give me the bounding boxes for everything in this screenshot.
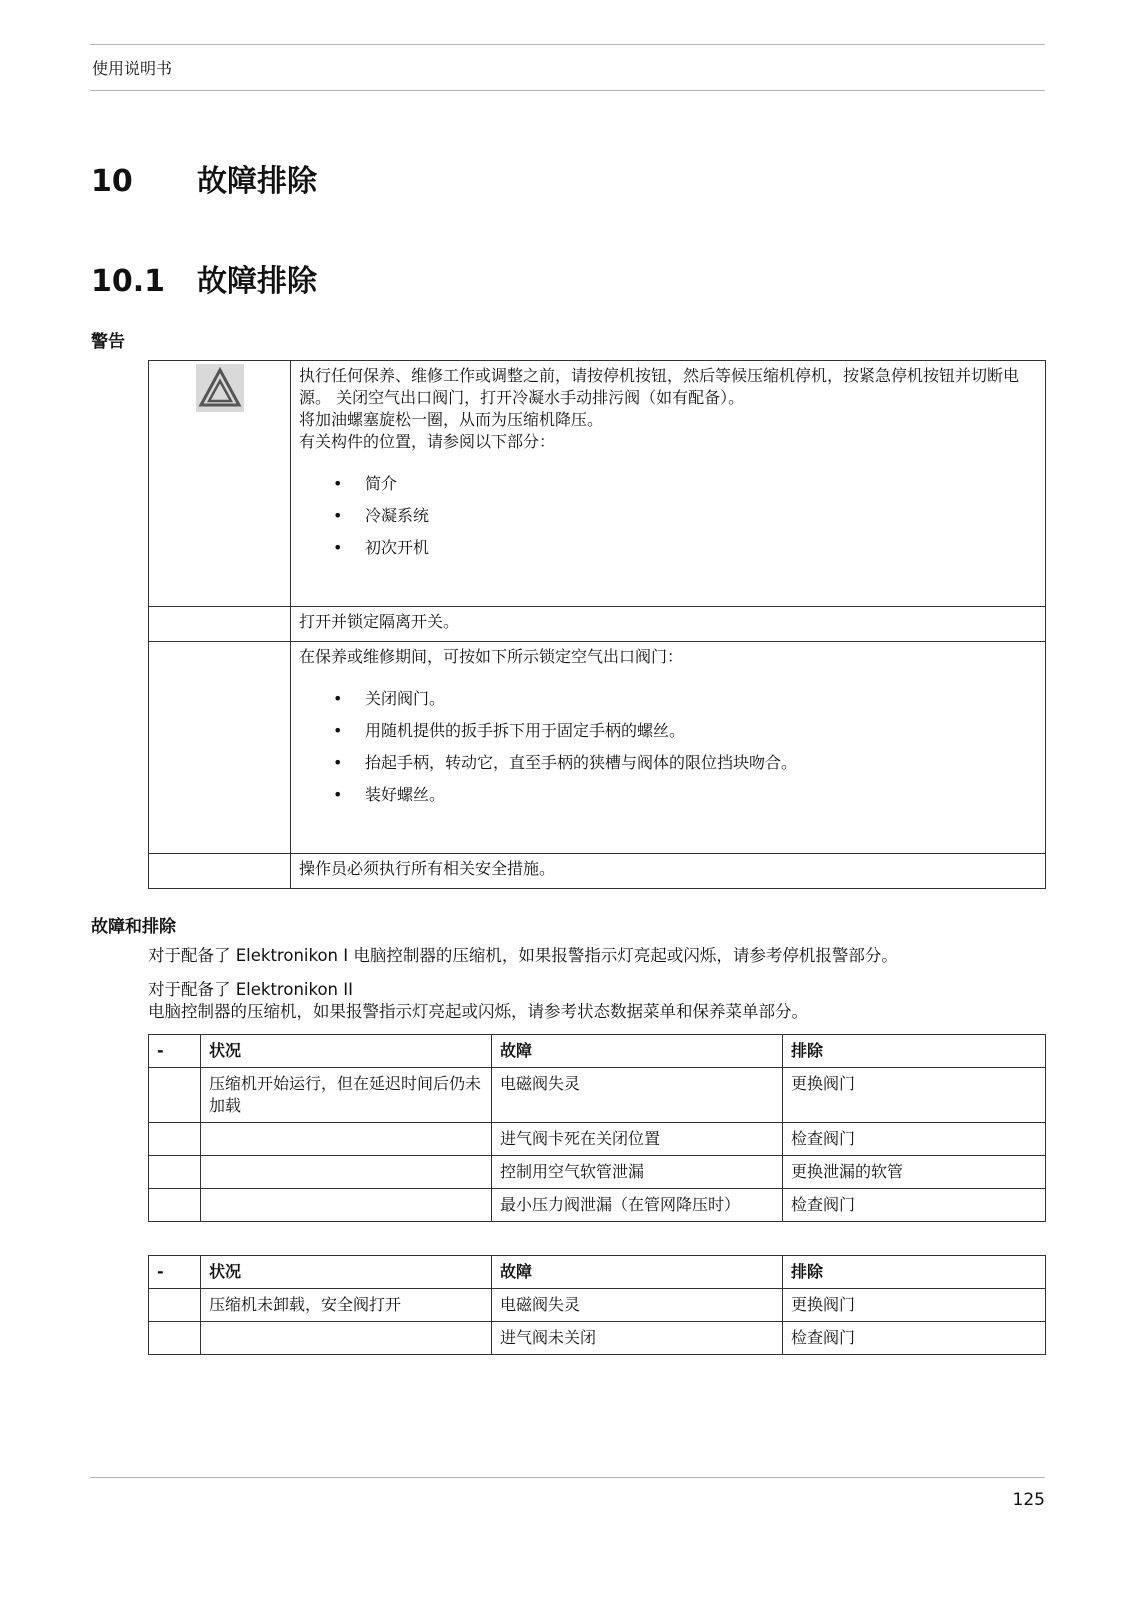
table-cell: 进气阀未关闭 [492, 1322, 783, 1355]
header-rule-bottom [90, 90, 1045, 91]
footer-rule [90, 1477, 1045, 1478]
header-condition: 状况 [201, 1256, 492, 1289]
list-item: • 初次开机 [299, 537, 1037, 569]
warning-label: 警告 [91, 332, 125, 352]
warning-text-1 [291, 361, 1046, 607]
table-cell [149, 1068, 201, 1123]
table-cell: 控制用空气软管泄漏 [492, 1156, 783, 1189]
table-row [149, 1123, 1046, 1156]
table-row [149, 1189, 1046, 1222]
faults-para-2 [148, 979, 808, 1023]
list-item: • 关闭阀门。 [299, 688, 1037, 720]
table-cell: 检查阀门 [783, 1322, 1046, 1355]
section-number: 10.1 [91, 264, 166, 299]
table-header-row [149, 1035, 1046, 1068]
header-dash: - [149, 1035, 201, 1068]
warning-icon-cell [149, 361, 291, 607]
faults-para-1: 对于配备了 Elektronikon I 电脑控制器的压缩机，如果报警指示灯亮起或闪烁，请参考停机报警部分。 [148, 946, 898, 965]
section-title: 故障排除 [197, 264, 317, 299]
list-item: • 装好螺丝。 [299, 784, 1037, 816]
table-cell [149, 1289, 201, 1322]
table-cell [149, 1322, 201, 1355]
chapter-title: 故障排除 [197, 164, 317, 199]
page-number: 125 [1012, 1490, 1045, 1510]
empty-cell [149, 854, 291, 889]
table-cell [149, 1189, 201, 1222]
lock-steps-list [299, 688, 1037, 816]
header-remedy: 排除 [783, 1035, 1046, 1068]
warning-text-4: 操作员必须执行所有相关安全措施。 [291, 854, 1046, 889]
table-cell [201, 1189, 492, 1222]
header-remedy: 排除 [783, 1256, 1046, 1289]
list-item: • 抬起手柄，转动它，直至手柄的狭槽与阀体的限位挡块吻合。 [299, 752, 1037, 784]
troubleshooting-table-2 [148, 1255, 1046, 1355]
faults-para-2-line-2: 电脑控制器的压缩机，如果报警指示灯亮起或闪烁，请参考状态数据菜单和保养菜单部分。 [148, 1002, 808, 1021]
header-condition: 状况 [201, 1035, 492, 1068]
list-item: • 简介 [299, 473, 1037, 505]
chapter-heading [91, 156, 317, 200]
table-cell [149, 1156, 201, 1189]
table-row [149, 1322, 1046, 1355]
header-fault: 故障 [492, 1256, 783, 1289]
table-cell: 更换阀门 [783, 1068, 1046, 1123]
section-heading [91, 256, 317, 300]
table-row [149, 1068, 1046, 1123]
header-rule-top [90, 44, 1045, 45]
table-cell [201, 1322, 492, 1355]
warning-text-2: 打开并锁定隔离开关。 [291, 607, 1046, 642]
component-list [299, 473, 1037, 569]
faults-label: 故障和排除 [91, 917, 176, 937]
warning-line-3: 有关构件的位置，请参阅以下部分： [299, 432, 556, 451]
chapter-number: 10 [91, 164, 133, 199]
empty-cell [149, 642, 291, 854]
lock-intro: 在保养或维修期间，可按如下所示锁定空气出口阀门： [299, 647, 684, 666]
table-cell: 压缩机未卸载，安全阀打开 [201, 1289, 492, 1322]
table-cell: 电磁阀失灵 [492, 1068, 783, 1123]
faults-para-2-line-1: 对于配备了 Elektronikon II [148, 980, 353, 999]
table-cell [201, 1156, 492, 1189]
table-header-row [149, 1256, 1046, 1289]
table-cell: 进气阀卡死在关闭位置 [492, 1123, 783, 1156]
empty-cell [149, 607, 291, 642]
table-cell: 电磁阀失灵 [492, 1289, 783, 1322]
warning-table [148, 360, 1046, 889]
table-cell: 最小压力阀泄漏（在管网降压时） [492, 1189, 783, 1222]
table-cell [149, 1123, 201, 1156]
table-cell: 检查阀门 [783, 1189, 1046, 1222]
running-header: 使用说明书 [92, 59, 173, 78]
table-cell: 压缩机开始运行，但在延迟时间后仍未加载 [201, 1068, 492, 1123]
warning-text-3 [291, 642, 1046, 854]
table-row [149, 1156, 1046, 1189]
header-dash: - [149, 1256, 201, 1289]
table-cell: 检查阀门 [783, 1123, 1046, 1156]
header-fault: 故障 [492, 1035, 783, 1068]
table-row [149, 1289, 1046, 1322]
warning-line-1: 执行任何保养、维修工作或调整之前，请按停机按钮，然后等候压缩机停机，按紧急停机按钮并切断电源。 关闭空气出口阀门，打开冷凝水手动排污阀（如有配备）。 [299, 366, 1020, 407]
list-item: • 用随机提供的扳手拆下用于固定手柄的螺丝。 [299, 720, 1037, 752]
warning-triangle-icon [196, 364, 244, 412]
troubleshooting-table-1 [148, 1034, 1046, 1222]
warning-line-2: 将加油螺塞旋松一圈，从而为压缩机降压。 [299, 410, 604, 429]
table-cell [201, 1123, 492, 1156]
table-cell: 更换阀门 [783, 1289, 1046, 1322]
table-cell: 更换泄漏的软管 [783, 1156, 1046, 1189]
list-item: • 冷凝系统 [299, 505, 1037, 537]
